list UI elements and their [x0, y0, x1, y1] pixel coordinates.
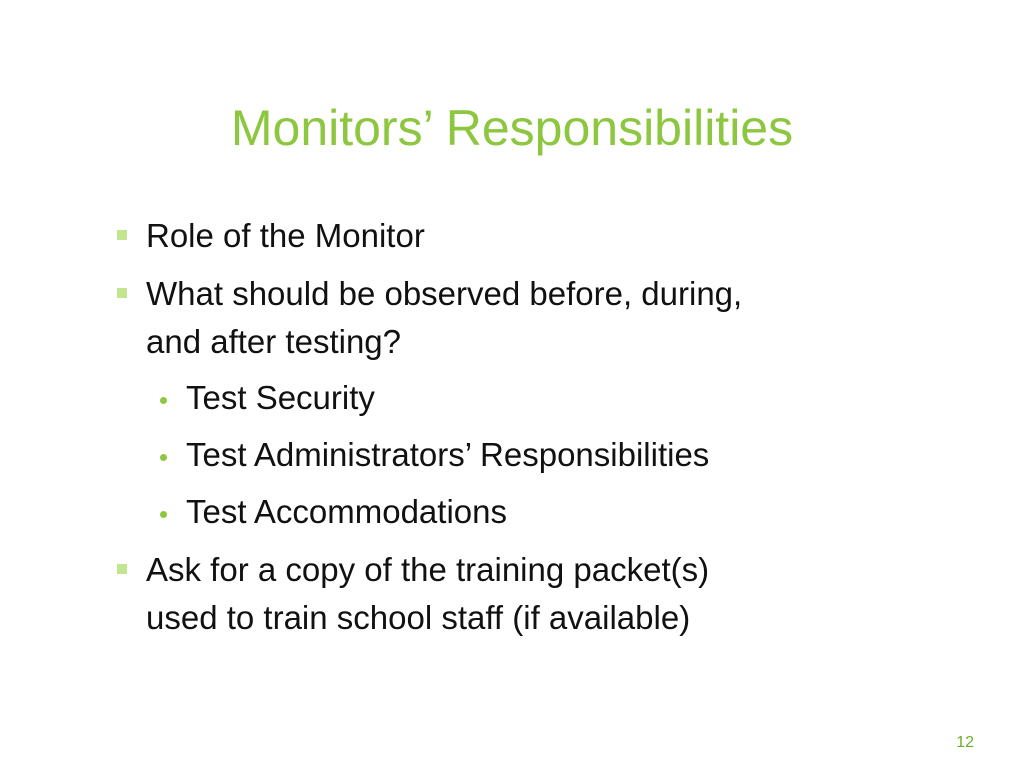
bullet-text-line: What should be observed before, during,: [146, 275, 743, 312]
bullet-text-line: Role of the Monitor: [146, 217, 425, 254]
bullet-text-line: and after testing?: [146, 323, 402, 360]
square-bullet-icon: [117, 564, 127, 574]
dot-bullet-icon: [160, 454, 167, 461]
dot-bullet-icon: [160, 511, 167, 518]
sub-bullet-text: Test Accommodations: [186, 493, 507, 530]
sub-bullet-text: Test Administrators’ Responsibilities: [186, 436, 710, 473]
bullet-text-line: used to train school staff (if available): [146, 599, 691, 636]
square-bullet-icon: [117, 230, 127, 240]
bullet-text-line: Ask for a copy of the training packet(s): [146, 551, 710, 588]
slide-title: Monitors’ Responsibilities: [230, 100, 794, 156]
square-bullet-icon: [117, 288, 127, 298]
sub-bullet-text: Test Security: [186, 379, 375, 416]
dot-bullet-icon: [160, 397, 167, 404]
page-number: 12: [956, 734, 974, 751]
